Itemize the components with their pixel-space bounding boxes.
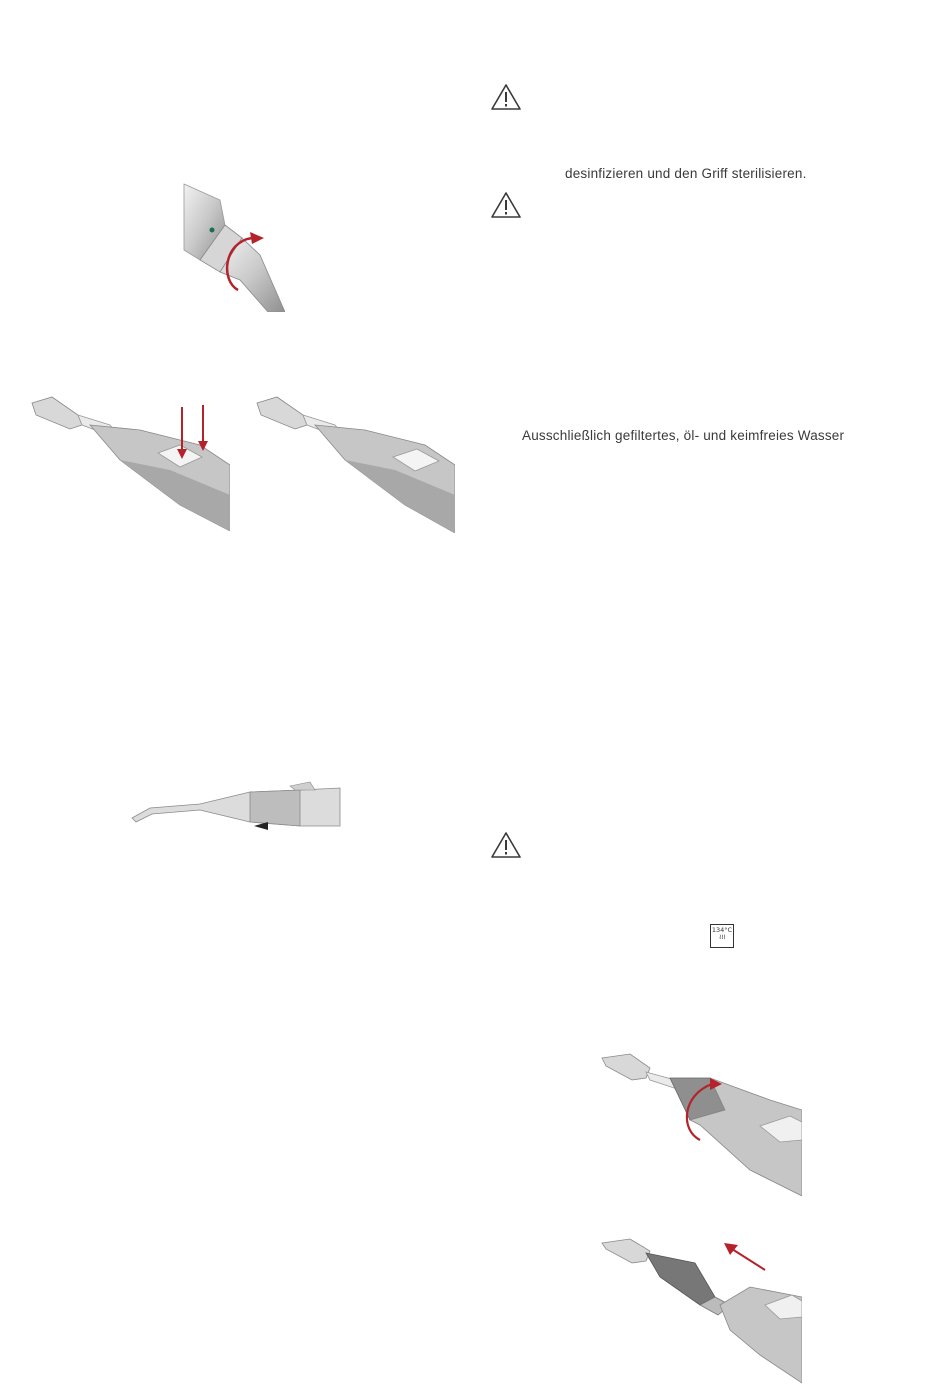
warning-triangle-icon: [490, 83, 522, 111]
handpiece-press-illustration: [30, 385, 230, 531]
warning-triangle-icon: [490, 191, 522, 219]
tip-side-illustration: [130, 780, 342, 832]
warning-triangle-icon: [490, 831, 522, 859]
handpiece-locked-illustration: [255, 385, 455, 533]
sterilization-waves: ≀≀≀: [718, 933, 726, 941]
water-note-text: Ausschließlich gefiltertes, öl- und keimfreies Wasser: [522, 428, 845, 443]
sterilize-note-text: desinfizieren und den Griff sterilisieren.: [565, 166, 807, 181]
sleeve-remove-illustration: [600, 1235, 802, 1383]
autoclave-134c-icon: [710, 924, 734, 948]
tip-unscrew-illustration: [600, 1050, 802, 1196]
sterilization-temperature: 134°C: [711, 926, 733, 934]
handpiece-rotate-illustration: [180, 180, 285, 312]
